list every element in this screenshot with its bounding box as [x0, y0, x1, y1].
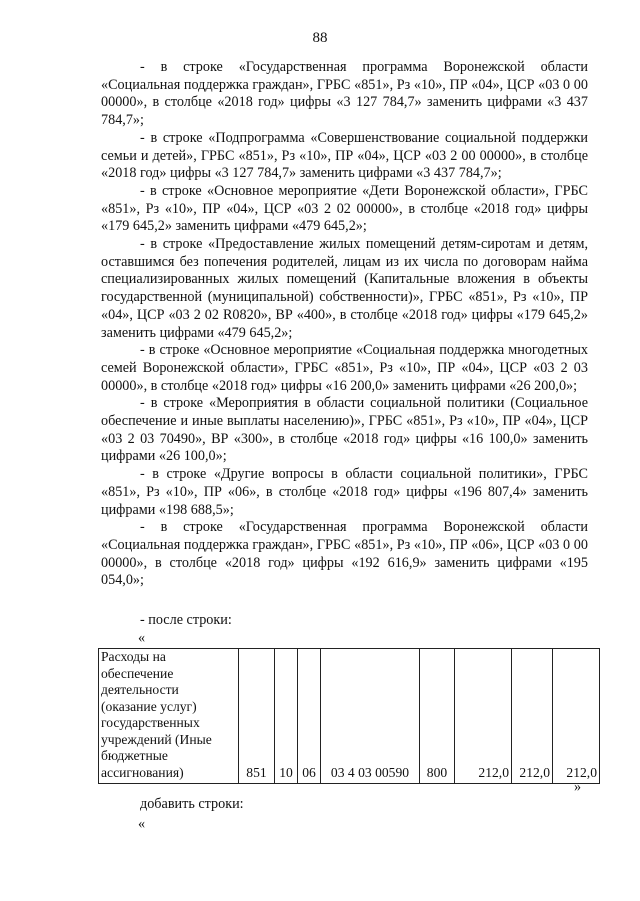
amendment-paragraph-5: - в строке «Основное мероприятие «Социальная поддержка многодетных семей Воронежской области», ГРБС «851», Рз «10», ПР «04», ЦСР «03 2 03 00000», в столбце «2018 год» цифры «16 200,0» заменить цифрами «26 200,0»; — [101, 342, 588, 394]
csr-cell: 03 4 03 00590 — [321, 649, 420, 784]
amendment-paragraph-6: - в строке «Мероприятия в области социальной политики (Социальное обеспечение и иные выплаты населению)», ГРБС «851», Рз «10», ПР «04», ЦСР «03 2 03 70490», ВР «300», в столбце «2018 год» цифры «16 100,0» заменить цифрами «26 100,0»; — [101, 395, 588, 465]
amendment-paragraph-3: - в строке «Основное мероприятие «Дети Воронежской области», ГРБС «851», Рз «10», ПР «04», ЦСР «03 2 02 00000», в столбце «2018 год» цифры «179 645,2» заменить цифрами «479 645,2»; — [101, 182, 588, 235]
opening-quote-mark: « — [138, 630, 146, 646]
year-3-amount-cell: 212,0 — [553, 649, 600, 784]
amendment-paragraph-4: - в строке «Предоставление жилых помещений детям-сиротам и детям, оставшимся без попечения родителей, лицам из их числа по договорам найма специализированных жилых помещений (Капитальные вложения в объекты государственной (муниципальной) собственности)», ГРБС «851», Рз «10», ПР «04», ЦСР «03 2 02 R0820», ВР «400», в столбце «2018 год» цифры «179 645,2» заменить цифрами «479 645,2»; — [101, 236, 588, 341]
grbs-cell: 851 — [239, 649, 275, 784]
page-number: 88 — [312, 30, 328, 46]
amendment-paragraph-7: - в строке «Другие вопросы в области социальной политики», ГРБС «851», Рз «10», ПР «06», в столбце «2018 год» цифры «196 807,4» заменить цифрами «198 688,5»; — [101, 466, 588, 518]
vr-cell: 800 — [420, 649, 455, 784]
year-2-amount-cell: 212,0 — [512, 649, 553, 784]
year-1-amount-cell: 212,0 — [455, 649, 512, 784]
after-row-label: - после строки: — [140, 612, 232, 628]
amendment-paragraph-2: - в строке «Подпрограмма «Совершенствование социальной поддержки семьи и детей», ГРБС «851», Рз «10», ПР «04», ЦСР «03 2 00 00000», в столбце «2018 год» цифры «3 127 784,7» заменить цифрами «3 437 784,7»; — [101, 129, 588, 182]
closing-quote-mark: » — [574, 779, 582, 795]
pr-cell: 06 — [298, 649, 321, 784]
amendments-text — [101, 59, 588, 590]
budget-table — [98, 648, 600, 784]
amendment-paragraph-8: - в строке «Государственная программа Воронежской области «Социальная поддержка граждан», ГРБС «851», Рз «10», ПР «06», ЦСР «03 0 00 00000», в столбце «2018 год» цифры «192 616,9» заменить цифрами «195 054,0»; — [101, 519, 588, 589]
amendment-paragraph-1: - в строке «Государственная программа Воронежской области «Социальная поддержка граждан», ГРБС «851», Рз «10», ПР «04», ЦСР «03 0 00 00000», в столбце «2018 год» цифры «3 127 784,7» заменить цифрами «3 437 784,7»; — [101, 59, 588, 129]
expense-name-cell: Расходы на обеспечение деятельности (оказание услуг) государственных учреждений (Иные бюджетные ассигнования) — [99, 649, 239, 784]
add-rows-label: добавить строки: — [140, 796, 244, 812]
rz-cell: 10 — [275, 649, 298, 784]
opening-quote-mark: « — [138, 816, 146, 832]
table-row — [99, 649, 600, 784]
